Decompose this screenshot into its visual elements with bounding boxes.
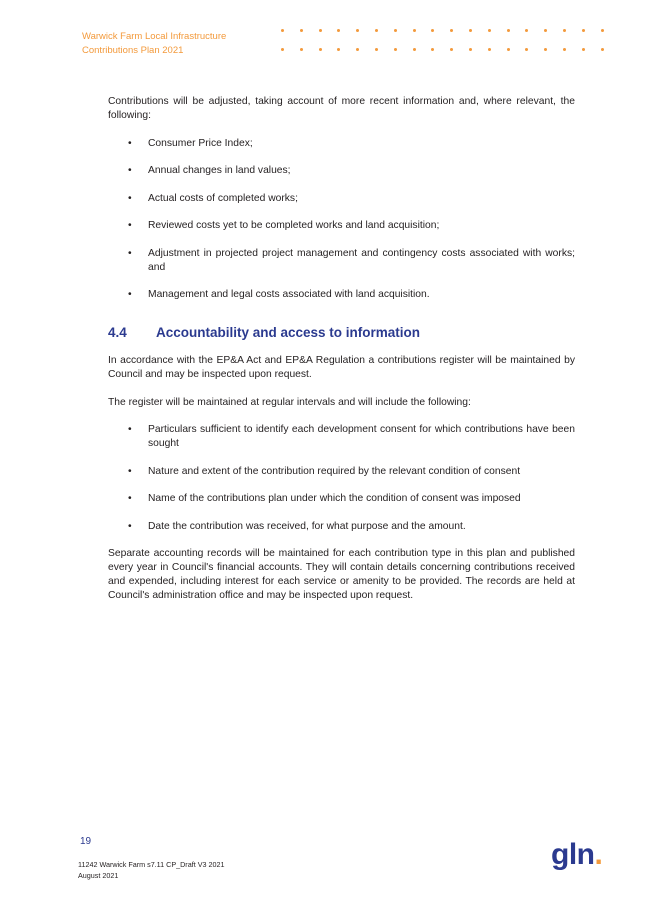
dot-decoration xyxy=(394,48,397,51)
dot-decoration xyxy=(507,29,510,32)
register-list xyxy=(108,423,575,534)
section-heading xyxy=(108,325,575,341)
dot-decoration xyxy=(300,29,303,32)
bullet-icon: • xyxy=(128,165,132,176)
gln-logo xyxy=(551,838,602,872)
bullet-icon: • xyxy=(128,493,132,504)
dot-decoration xyxy=(413,29,416,32)
dot-decoration xyxy=(431,48,434,51)
logo-dot: . xyxy=(594,838,603,871)
bullet-icon: • xyxy=(128,424,132,435)
header-title-line-1: Warwick Farm Local Infrastructure xyxy=(82,31,227,42)
logo-text: gln xyxy=(551,838,595,871)
dot-decoration xyxy=(544,48,547,51)
dot-decoration xyxy=(469,29,472,32)
dot-decoration xyxy=(507,48,510,51)
bullet-icon: • xyxy=(128,220,132,231)
list-item: • Consumer Price Index; xyxy=(128,137,253,149)
dot-decoration xyxy=(319,48,322,51)
section-title: Accountability and access to information xyxy=(156,325,421,340)
page-number: 19 xyxy=(80,836,92,847)
dot-decoration xyxy=(563,29,566,32)
adjustment-list xyxy=(108,137,575,303)
list-item: • Particulars sufficient to identify each development consent for which contributions have been sought xyxy=(128,424,575,449)
list-item: • Adjustment in projected project management and contingency costs associated with works; and xyxy=(128,247,575,273)
dot-decoration xyxy=(319,29,322,32)
dot-decoration xyxy=(450,48,453,51)
dot-decoration xyxy=(394,29,397,32)
dot-decoration xyxy=(375,48,378,51)
dot-decoration xyxy=(337,29,340,32)
dot-decoration xyxy=(488,48,491,51)
list-item: • Nature and extent of the contribution required by the relevant condition of consent xyxy=(128,465,521,477)
dot-decoration xyxy=(337,48,340,51)
dot-decoration xyxy=(281,29,284,32)
header-title-line-2: Contributions Plan 2021 xyxy=(82,45,184,56)
list-item: • Name of the contributions plan under which the condition of consent was imposed xyxy=(128,493,521,504)
list-item: • Reviewed costs yet to be completed works and land acquisition; xyxy=(128,220,440,231)
intro-paragraph: Contributions will be adjusted, taking account of more recent information and, where relevant, the following: xyxy=(108,96,575,121)
dot-decoration xyxy=(601,48,604,51)
dot-decoration xyxy=(544,29,547,32)
section-number: 4.4 xyxy=(108,325,127,340)
dot-decoration xyxy=(469,48,472,51)
doc-reference: 11242 Warwick Farm s7.11 CP_Draft V3 2021 xyxy=(78,860,225,869)
dot-decoration xyxy=(582,48,585,51)
bullet-icon: • xyxy=(128,137,132,149)
dot-decoration xyxy=(356,29,359,32)
dot-decoration xyxy=(300,48,303,51)
bullet-icon: • xyxy=(128,520,132,532)
footer-reference xyxy=(78,860,224,881)
register-intro-paragraph: The register will be maintained at regular intervals and will include the following: xyxy=(108,396,471,408)
bullet-icon: • xyxy=(128,465,132,477)
dot-decoration xyxy=(582,29,585,32)
bullet-icon: • xyxy=(128,289,132,300)
list-item: • Date the contribution was received, for what purpose and the amount. xyxy=(128,520,466,532)
list-item: • Annual changes in land values; xyxy=(128,165,291,176)
register-paragraph: In accordance with the EP&A Act and EP&A Regulation a contributions register will be maintained by Council and may be inspected upon request. xyxy=(108,355,575,380)
dot-decoration xyxy=(525,48,528,51)
list-item: • Actual costs of completed works; xyxy=(128,192,298,204)
document-header-title xyxy=(82,30,226,58)
bullet-icon: • xyxy=(128,247,132,259)
accounting-paragraph: Separate accounting records will be maintained for each contribution type in this plan and published every year in Council's financial accounts. They will contain details concerning contributions received and expended, including interest for each service or amenity to be provided. The records are held at Council's administration office and may be inspected upon request. xyxy=(108,548,575,601)
dot-decoration xyxy=(450,29,453,32)
dot-decoration xyxy=(413,48,416,51)
dot-decoration xyxy=(601,29,604,32)
page-content xyxy=(108,95,575,617)
dot-decoration xyxy=(375,29,378,32)
dot-decoration xyxy=(563,48,566,51)
bullet-icon: • xyxy=(128,192,132,204)
dot-decoration xyxy=(356,48,359,51)
dot-decoration xyxy=(488,29,491,32)
dot-decoration xyxy=(525,29,528,32)
list-item: • Management and legal costs associated with land acquisition. xyxy=(128,289,430,300)
dot-decoration xyxy=(431,29,434,32)
dot-decoration xyxy=(281,48,284,51)
doc-date: August 2021 xyxy=(78,870,119,880)
